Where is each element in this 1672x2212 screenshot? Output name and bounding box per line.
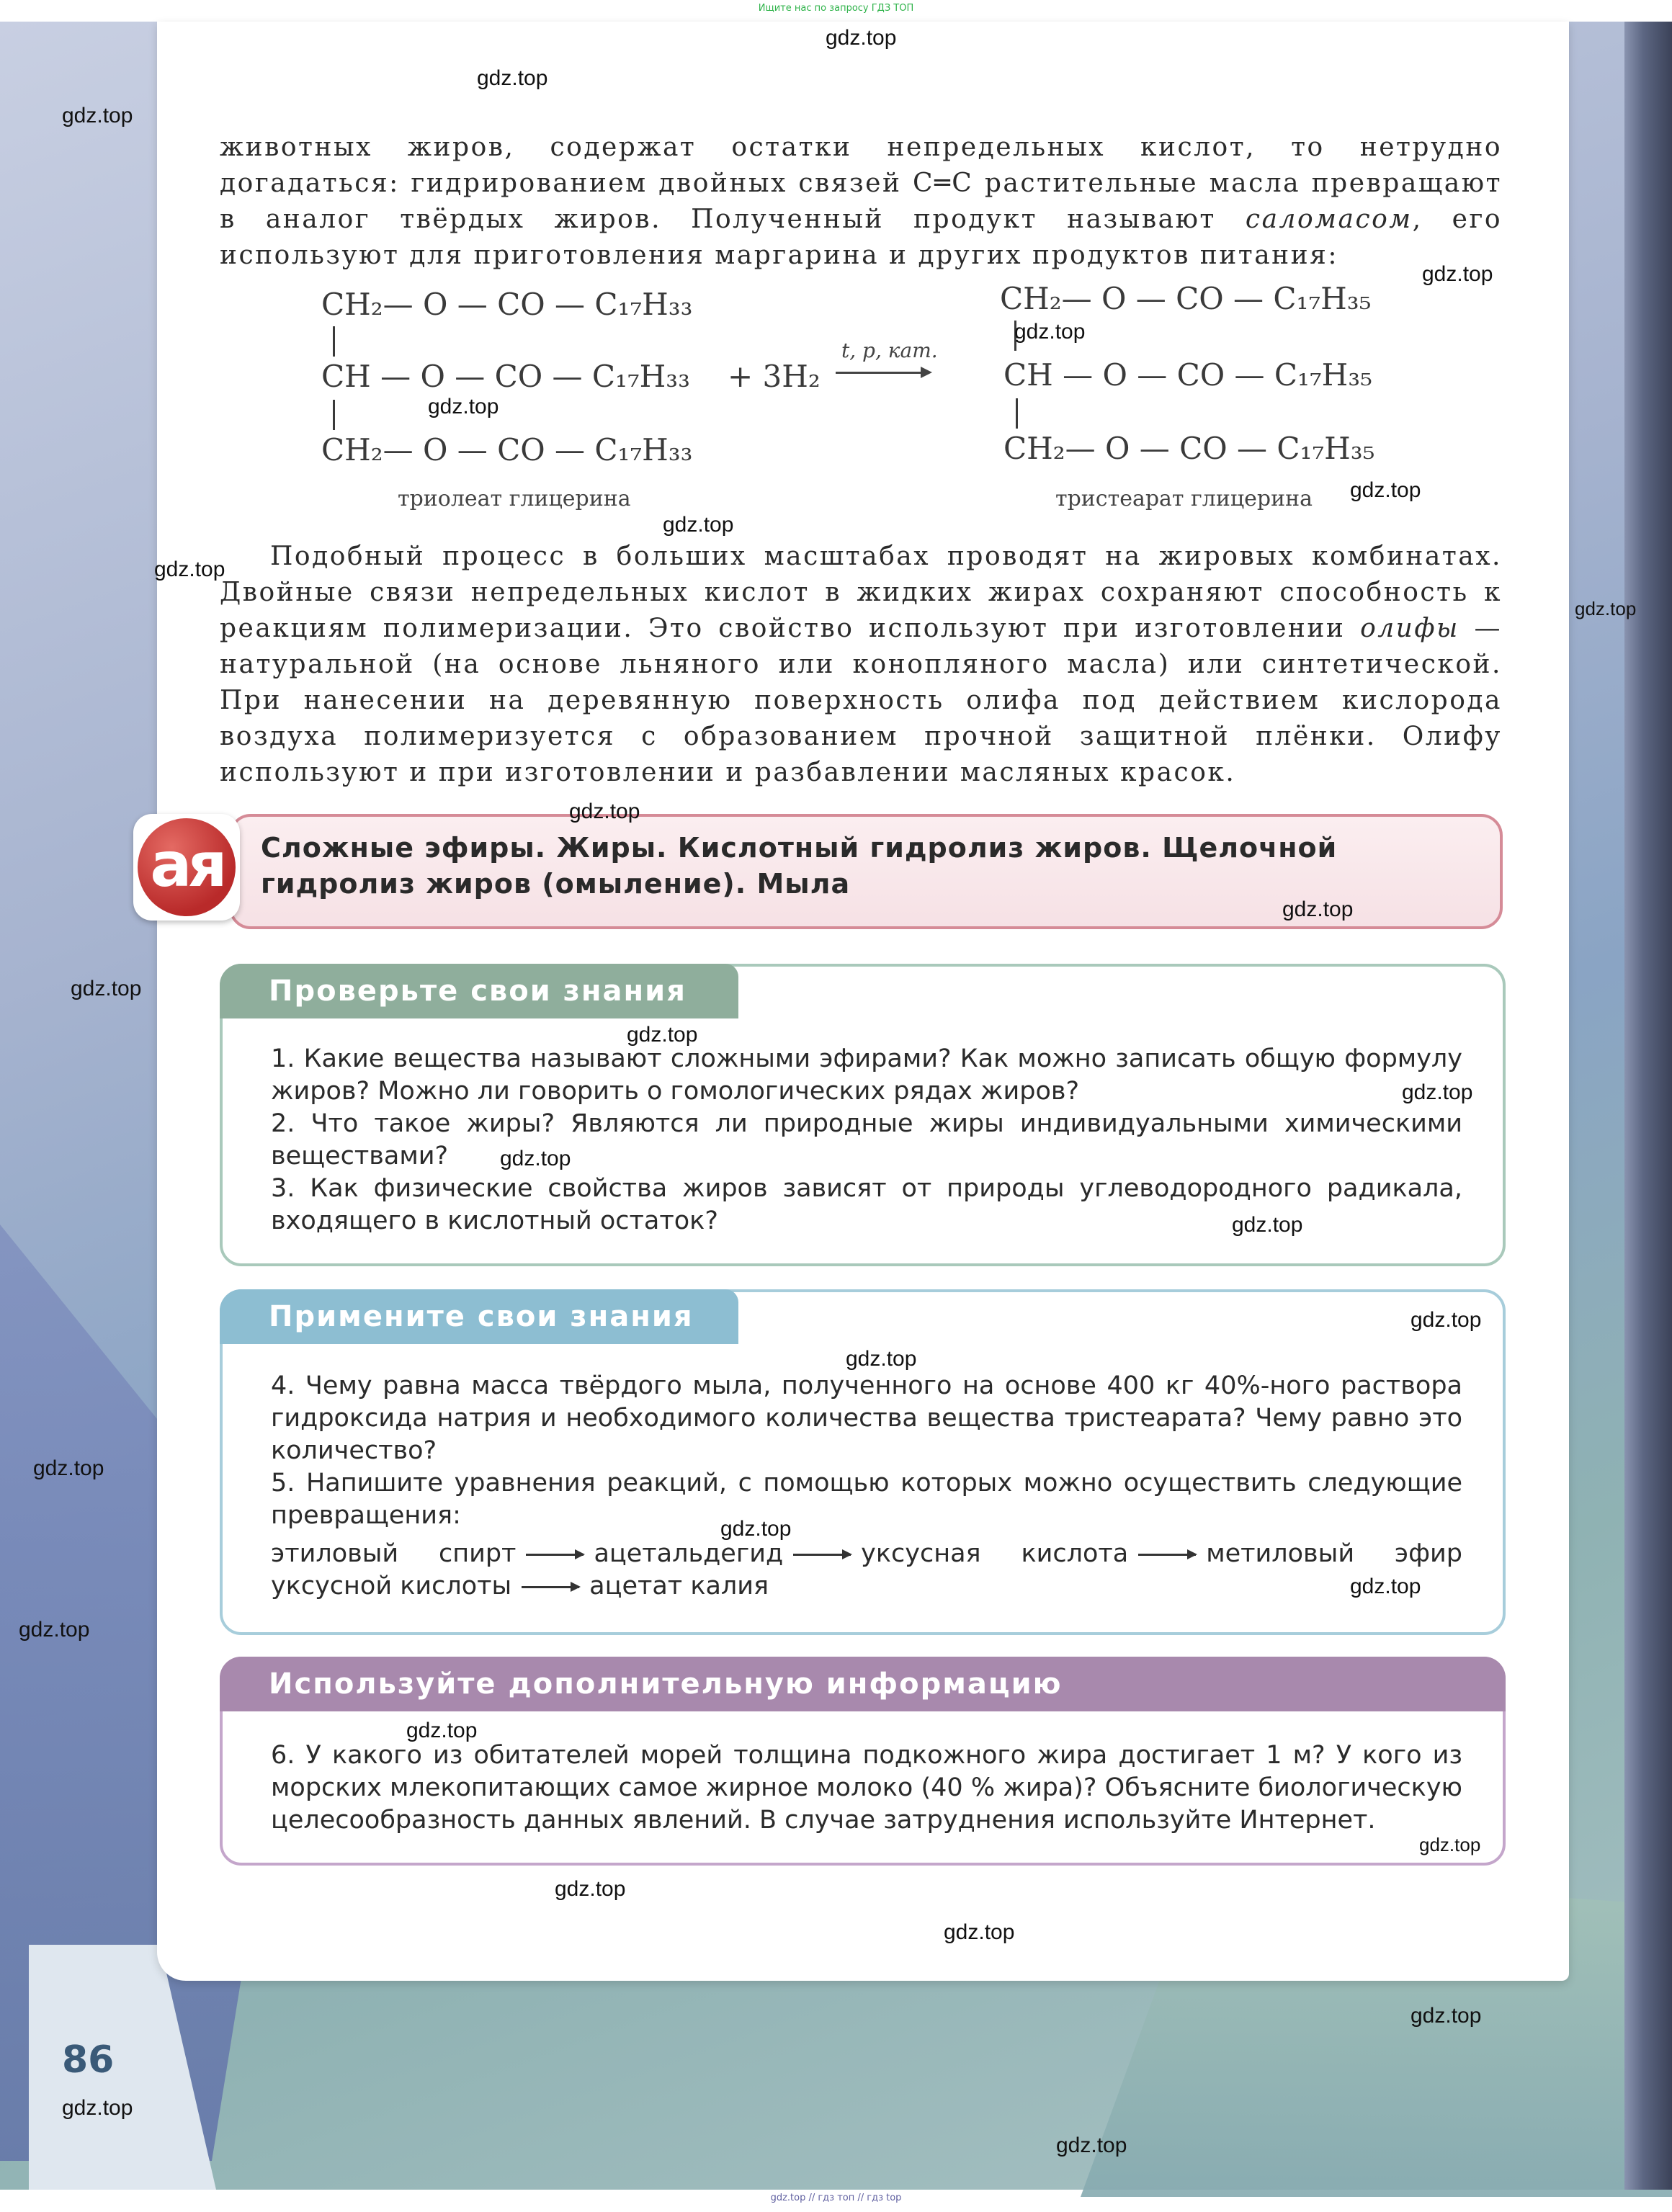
watermark: gdz.top — [428, 395, 499, 418]
term-olifa: олифы — [1360, 614, 1459, 643]
chain-item: метиловый эфир уксусной кислоты — [271, 1539, 1462, 1600]
watermark: gdz.top — [627, 1023, 698, 1047]
page-number: 86 — [62, 2038, 115, 2082]
right-compound-label: тристеарат глицерина — [1055, 486, 1313, 511]
watermark: gdz.top — [477, 66, 548, 90]
question-5: 5. Напишите уравнения реакций, с помощью которых можно осуществить следующие превращения: — [271, 1469, 1462, 1530]
chain-item: уксусная кислота — [861, 1539, 1129, 1568]
left-formula-row-1: CH₂— O — CO — C₁₇H₃₃ — [321, 287, 693, 322]
watermark: gdz.top — [1411, 1308, 1482, 1332]
term-salomas: саломасом — [1245, 205, 1413, 234]
left-compound-label: триолеат глицерина — [398, 486, 631, 511]
check-knowledge-title: Проверьте свои знания — [220, 964, 738, 1018]
arrow-icon — [1138, 1554, 1196, 1556]
chain-item: этиловый спирт — [271, 1539, 517, 1568]
question-2: 2. Что такое жиры? Являются ли природные жиры индивидуальными химическими веществами? — [271, 1109, 1462, 1170]
extra-info-title: Используйте дополнительную информацию — [220, 1657, 1506, 1711]
reaction-arrow — [836, 372, 929, 374]
right-formula-row-2: CH — O — CO — C₁₇H₃₅ — [1003, 357, 1372, 393]
arrow-icon — [526, 1554, 584, 1556]
watermark: gdz.top — [944, 1920, 1015, 1944]
arrow-icon — [522, 1586, 579, 1588]
watermark: gdz.top — [71, 977, 142, 1000]
right-formula-row-3: CH₂— O — CO — C₁₇H₃₅ — [1003, 431, 1375, 466]
extra-info-questions — [271, 1739, 1462, 1837]
reaction-conditions: t, p, кат. — [841, 339, 938, 362]
question-6: 6. У какого из обитателей морей толщина подкожного жира достигает 1 м? У кого из морских млекопитающих самое жирное молоко (40 % жира)? Объясните биологическую целесообразность данных явлений. В случае затруднения используйте Интернет. — [271, 1741, 1462, 1835]
arrow-icon — [793, 1554, 851, 1556]
watermark: gdz.top — [154, 558, 225, 581]
watermark: gdz.top — [1350, 1575, 1421, 1598]
summary-text: Сложные эфиры. Жиры. Кислотный гидролиз жиров. Щелочной гидролиз жиров (омыление). Мыла — [261, 832, 1338, 900]
top-note[interactable]: Ищите нас по запросу ГДЗ ТОП — [758, 3, 914, 14]
watermark: gdz.top — [500, 1147, 571, 1170]
left-formula-row-2: CH — O — CO — C₁₇H₃₃ — [321, 359, 690, 394]
watermark: gdz.top — [720, 1517, 792, 1541]
watermark: gdz.top — [62, 104, 133, 127]
hydrogen-reagent: + 3H₂ — [728, 359, 821, 394]
bottom-note[interactable]: gdz.top // гдз топ // гдз top — [770, 2193, 902, 2203]
bond-line — [333, 400, 335, 430]
watermark: gdz.top — [1402, 1080, 1473, 1104]
transformation-chain — [271, 1538, 1462, 1603]
watermark: gdz.top — [1232, 1213, 1303, 1237]
watermark: gdz.top — [555, 1877, 626, 1901]
paragraph-2-text-end: — натуральной (на основе льняного или конопляного масла) или синтетической. При нанесении на деревянную поверхность олифа под действием кислорода воздуха полимеризуется с образованием прочной защитной плёнки. Олифу используют и при изготовлении и разбавлении масляных красок. — [220, 614, 1502, 787]
watermark: gdz.top — [1419, 1834, 1481, 1855]
chain-item: ацетат калия — [589, 1572, 769, 1600]
question-1: 1. Какие вещества называют сложными эфирами? Как можно записать общую формулу жиров? Можно ли говорить о гомологических рядах жиров? — [271, 1044, 1462, 1106]
watermark: gdz.top — [1350, 478, 1421, 502]
logo-letters: ая — [138, 818, 236, 916]
watermark: gdz.top — [406, 1719, 478, 1742]
paragraph-2-text: Подобный процесс в больших масштабах проводят на жировых комбинатах. Двойные связи непредельных кислот в жидких жирах сохраняют способность к реакциям полимеризации. Это свойство используют при изготовлении — [220, 542, 1502, 643]
watermark: gdz.top — [33, 1456, 104, 1480]
paragraph-1-text-end: , его используют для приготовления маргарина и других продуктов питания: — [220, 205, 1502, 270]
chain-item: ацетальдегид — [594, 1539, 784, 1568]
watermark: gdz.top — [1014, 320, 1086, 344]
summary-logo-icon — [133, 814, 240, 921]
check-knowledge-questions — [271, 1043, 1462, 1237]
apply-knowledge-title: Примените свои знания — [220, 1289, 738, 1344]
right-formula-row-1: CH₂— O — CO — C₁₇H₃₅ — [1000, 281, 1372, 316]
paragraph-2 — [220, 539, 1502, 791]
bond-line — [333, 326, 335, 357]
book-spine — [1624, 22, 1672, 2190]
watermark: gdz.top — [19, 1618, 90, 1642]
watermark: gdz.top — [663, 513, 734, 537]
watermark: gdz.top — [1411, 2004, 1482, 2028]
watermark: gdz.top — [1422, 262, 1493, 286]
watermark: gdz.top — [62, 2096, 133, 2120]
paragraph-1-text: животных жиров, содержат остатки непредельных кислот, то нетрудно догадаться: гидрированием двойных связей C═C растительные масла превращают в аналог твёрдых жиров. Полученный продукт называют — [220, 133, 1502, 234]
question-4: 4. Чему равна масса твёрдого мыла, полученного на основе 400 кг 40%-ного раствора гидроксида натрия и необходимого количества вещества тристеарата? Чему равно это количество? — [271, 1371, 1462, 1465]
watermark: gdz.top — [1575, 598, 1637, 619]
paragraph-1 — [220, 130, 1502, 274]
left-formula-row-3: CH₂— O — CO — C₁₇H₃₃ — [321, 432, 693, 467]
watermark: gdz.top — [569, 800, 640, 823]
watermark: gdz.top — [826, 26, 897, 50]
watermark: gdz.top — [1056, 2133, 1127, 2157]
bond-line — [1016, 398, 1018, 429]
question-3: 3. Как физические свойства жиров зависят от природы углеводородного радикала, входящего в кислотный остаток? — [271, 1174, 1462, 1235]
watermark: gdz.top — [1282, 897, 1354, 921]
watermark: gdz.top — [846, 1347, 917, 1371]
apply-knowledge-questions — [271, 1370, 1462, 1603]
